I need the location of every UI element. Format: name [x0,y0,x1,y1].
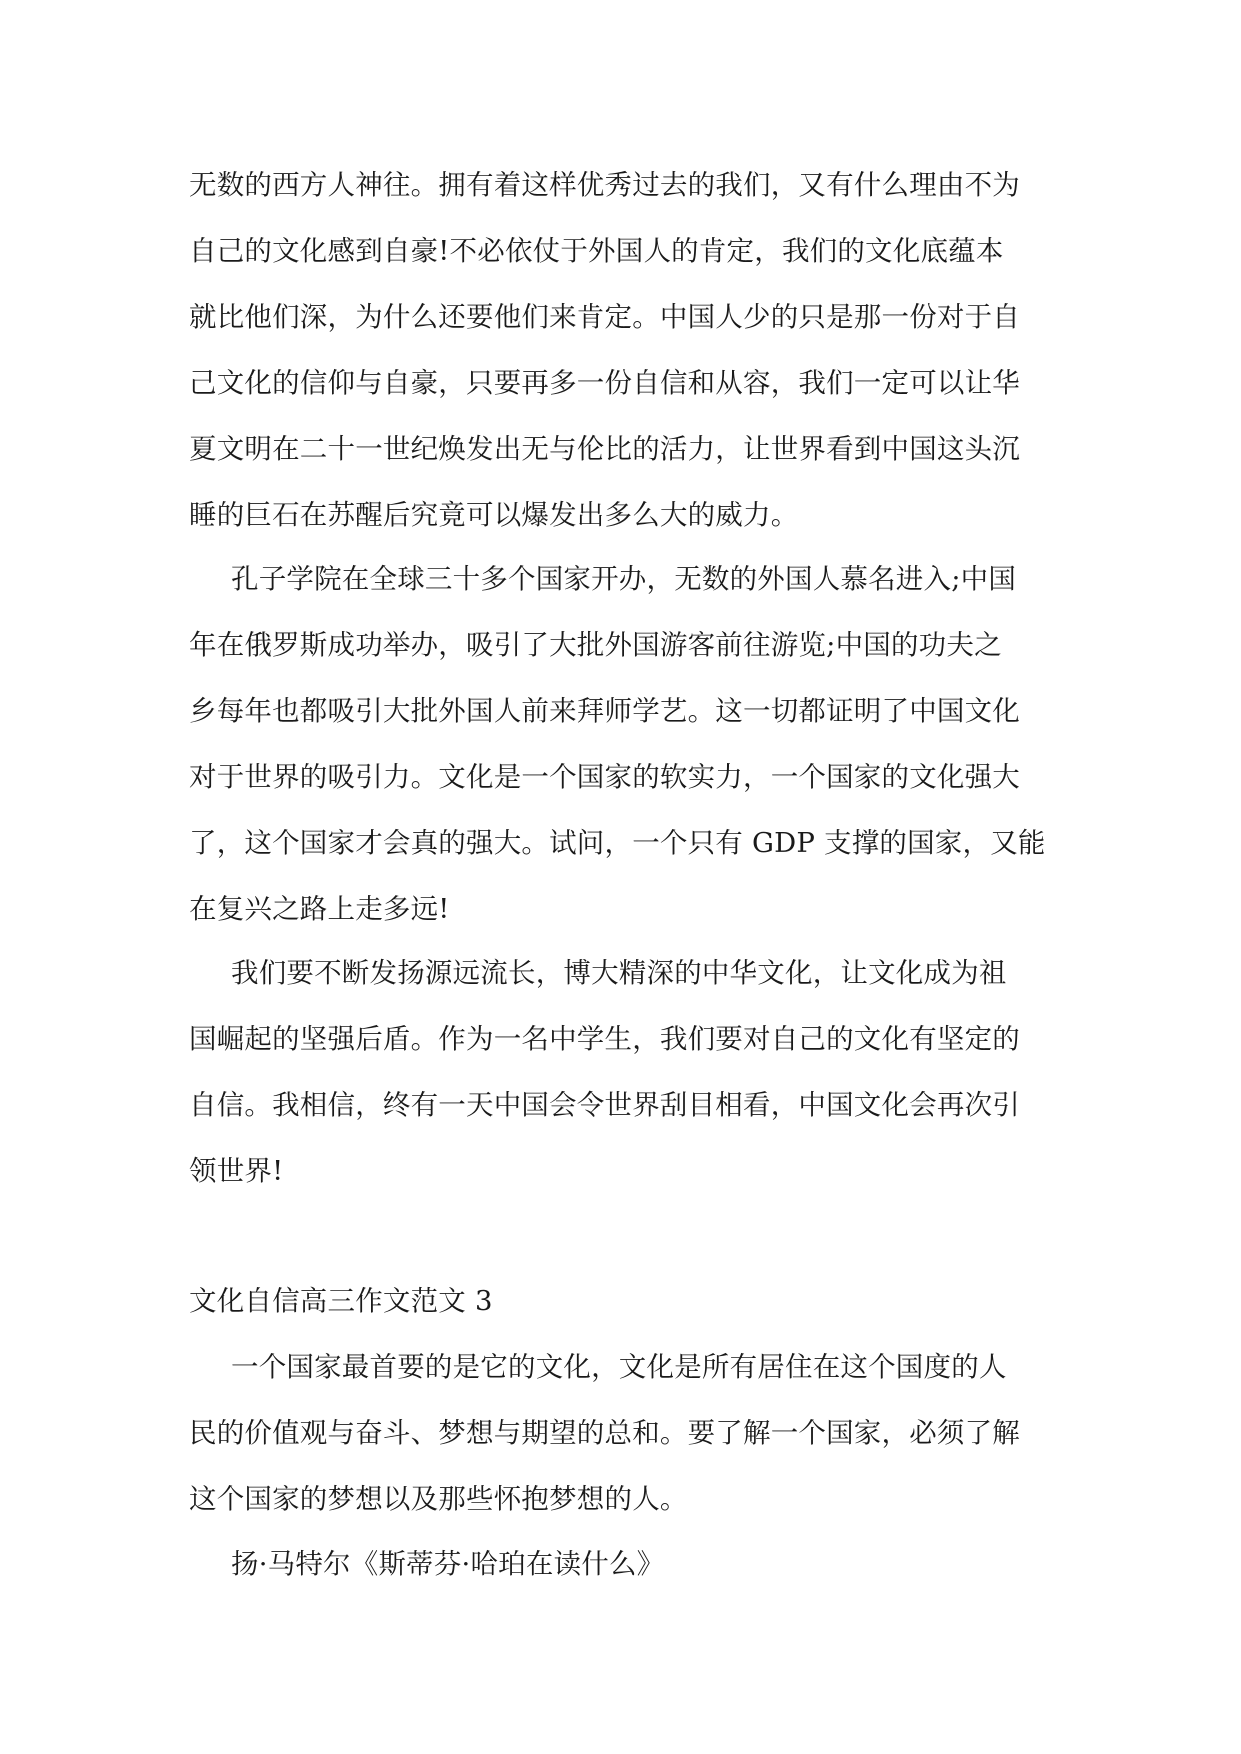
citation-line: 扬·马特尔《斯蒂芬·哈珀在读什么》 [231,1548,665,1580]
paragraph-line: 在复兴之路上走多远! [189,893,450,925]
paragraph-5 [189,1531,1059,1597]
paragraph-line: 一个国家最首要的是它的文化，文化是所有居住在这个国度的人 [231,1351,1007,1383]
paragraph-line: 民的价值观与奋斗、梦想与期望的总和。要了解一个国家，必须了解 [189,1417,1020,1449]
paragraph-line: 无数的西方人神往。拥有着这样优秀过去的我们，又有什么理由不为 [189,169,1020,201]
paragraph-line: 领世界! [189,1155,284,1187]
paragraph-line: 了，这个国家才会真的强大。试问，一个只有 GDP 支撑的国家，又能 [189,827,1046,859]
paragraph-line: 国崛起的坚强后盾。作为一名中学生，我们要对自己的文化有坚定的 [189,1023,1020,1055]
paragraph-line: 自己的文化感到自豪!不必依仗于外国人的肯定，我们的文化底蕴本 [189,235,1004,267]
paragraph-line: 自信。我相信，终有一天中国会令世界刮目相看，中国文化会再次引 [189,1089,1020,1121]
section-heading [189,1268,1059,1334]
paragraph-1 [189,152,1059,548]
paragraph-line: 孔子学院在全球三十多个国家开办，无数的外国人慕名进入;中国 [231,563,1017,595]
paragraph-line: 睡的巨石在苏醒后究竟可以爆发出多么大的威力。 [189,499,799,531]
paragraph-4 [189,1334,1059,1532]
paragraph-line: 这个国家的梦想以及那些怀抱梦想的人。 [189,1483,688,1515]
paragraph-3 [189,940,1059,1204]
paragraph-line: 夏文明在二十一世纪焕发出无与伦比的活力，让世界看到中国这头沉 [189,433,1020,465]
paragraph-2 [189,546,1059,942]
paragraph-line: 对于世界的吸引力。文化是一个国家的软实力，一个国家的文化强大 [189,761,1020,793]
paragraph-line: 我们要不断发扬源远流长，博大精深的中华文化，让文化成为祖 [231,957,1007,989]
paragraph-line: 乡每年也都吸引大批外国人前来拜师学艺。这一切都证明了中国文化 [189,695,1020,727]
section-heading-text: 文化自信高三作文范文 3 [189,1285,493,1317]
paragraph-line: 年在俄罗斯成功举办，吸引了大批外国游客前往游览;中国的功夫之 [189,629,1002,661]
paragraph-line: 就比他们深，为什么还要他们来肯定。中国人少的只是那一份对于自 [189,301,1020,333]
paragraph-line: 己文化的信仰与自豪，只要再多一份自信和从容，我们一定可以让华 [189,367,1020,399]
